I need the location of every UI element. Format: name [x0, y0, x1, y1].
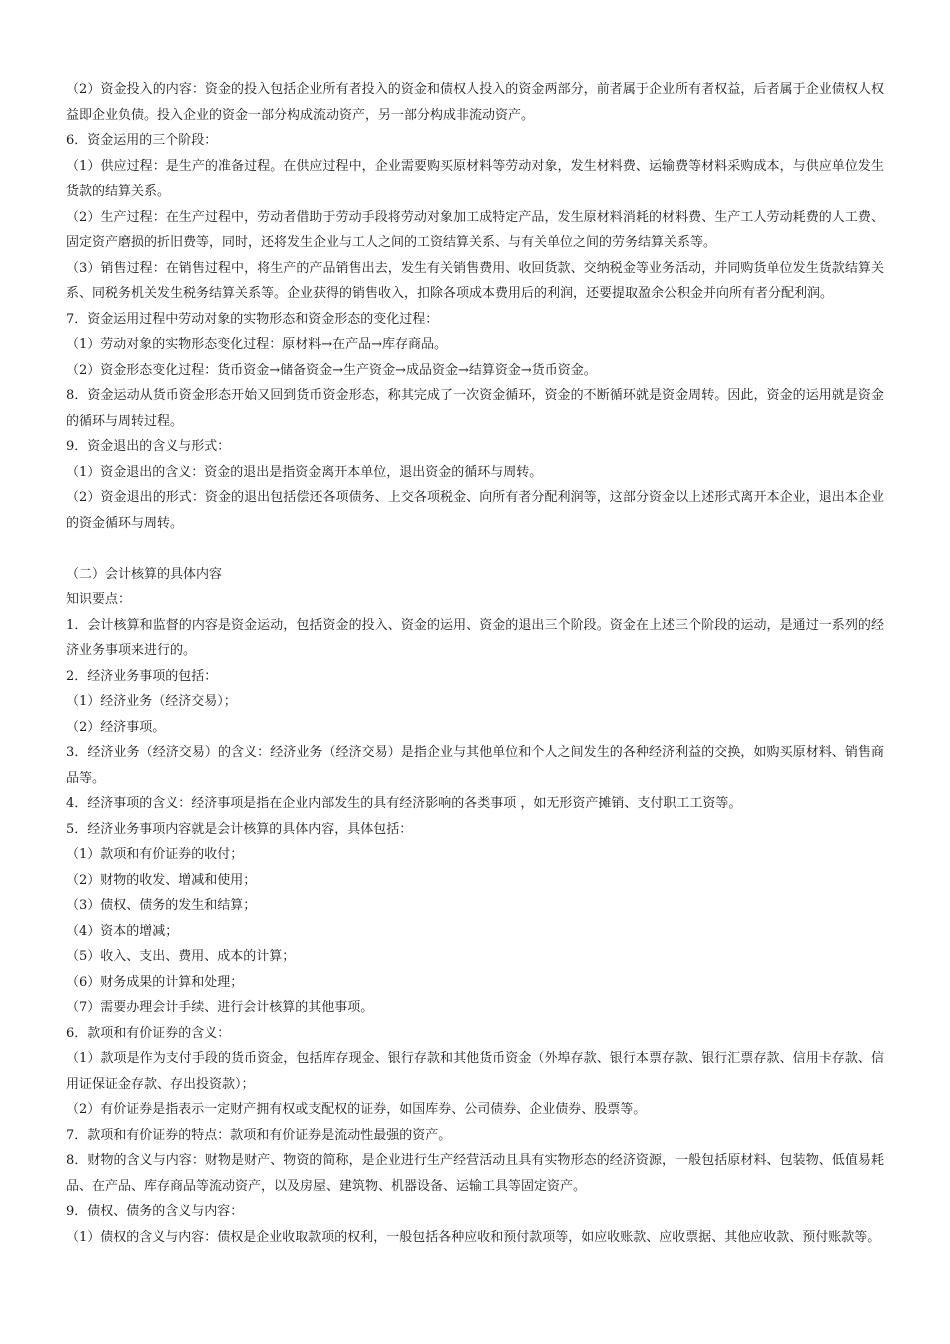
blank-line [66, 536, 884, 562]
paragraph: 1．会计核算和监督的内容是资金运动，包括资金的投入、资金的运用、资金的退出三个阶段。资金在上述三个阶段的运动，是通过一系列的经济业务事项来进行的。 [66, 617, 884, 658]
paragraph: （2）有价证券是指表示一定财产拥有权或支配权的证券，如国库券、公司债券、企业债券、股票等。 [66, 1102, 647, 1117]
paragraph: （1）债权的含义与内容：债权是企业收取款项的权利，一般包括各种应收和预付款项等，如应收账款、应收票据、其他应收款、预付账款等。 [66, 1229, 881, 1245]
paragraph: （2）资金退出的形式：资金的退出包括偿还各项债务、上交各项税金、向所有者分配利润等，这部分资金以上述形式离开本企业，退出本企业的资金循环与周转。 [66, 490, 884, 531]
paragraph: （3）销售过程：在销售过程中，将生产的产品销售出去，发生有关销售费用、收回货款、交纳税金等业务活动，并同购货单位发生货款结算关系、同税务机关发生税务结算关系等。企业获得的销售收入，扣除各项成本费用后的利润，还要提取盈余公积金并向所有者分配利润。 [66, 260, 884, 301]
paragraph: （6）财务成果的计算和处理； [66, 974, 244, 990]
section-accounting-content [66, 562, 884, 1251]
paragraph: （4）资本的增减； [66, 923, 179, 939]
paragraph: （5）收入、支出、费用、成本的计算； [66, 949, 296, 964]
paragraph: 9．债权、债务的含义与内容： [66, 1204, 244, 1219]
paragraph: 6．资金运用的三个阶段： [66, 133, 218, 148]
paragraph: （2）生产过程：在生产过程中，劳动者借助于劳动手段将劳动对象加工成特定产品，发生原材料消耗的材料费、生产工人劳动耗费的人工费、固定资产磨损的折旧费等，同时，还将发生企业与工人之间的工资结算关系、与有关单位之间的劳务结算关系等。 [66, 209, 884, 250]
paragraph: 7．款项和有价证券的特点：款项和有价证券是流动性最强的资产。 [66, 1127, 452, 1143]
paragraph: （1）款项是作为支付手段的货币资金，包括库存现金、银行存款和其他货币资金（外埠存款、银行本票存款、银行汇票存款、信用卡存款、信用证保证金存款、存出投资款）； [66, 1051, 884, 1092]
paragraph: （3）债权、债务的发生和结算； [66, 898, 257, 913]
paragraph: （1）款项和有价证券的收付； [66, 847, 244, 862]
paragraph: 8．财物的含义与内容：财物是财产、物资的简称，是企业进行生产经营活动且具有实物形态的经济资源，一般包括原材料、包装物、低值易耗品、在产品、库存商品等流动资产，以及房屋、建筑物、机器设备、运输工具等固定资产。 [66, 1153, 884, 1194]
section-heading: （二）会计核算的具体内容 [66, 566, 223, 582]
paragraph: （1）劳动对象的实物形态变化过程：原材料→在产品→库存商品。 [66, 337, 448, 352]
paragraph: 8．资金运动从货币资金形态开始又回到货币资金形态，称其完成了一次资金循环，资金的不断循环就是资金周转。因此，资金的运用就是资金的循环与周转过程。 [66, 388, 884, 429]
paragraph: 2．经济业务事项的包括： [66, 668, 218, 684]
section-fund-movement [66, 77, 884, 536]
paragraph: （2）资金投入的内容：资金的投入包括企业所有者投入的资金和债权人投入的资金两部分，前者属于企业所有者权益，后者属于企业债权人权益即企业负债。投入企业的资金一部分构成流动资产，另一部分构成非流动资产。 [66, 82, 884, 123]
paragraph: （7）需要办理会计手续、进行会计核算的其他事项。 [66, 1000, 374, 1015]
paragraph: （1）经济业务（经济交易）； [66, 694, 237, 709]
paragraph: （2）经济事项。 [66, 719, 166, 735]
paragraph: 7．资金运用过程中劳动对象的实物形态和资金形态的变化过程： [66, 311, 439, 327]
paragraph: 5．经济业务事项内容就是会计核算的具体内容，具体包括： [66, 821, 413, 837]
paragraph: 6．款项和有价证券的含义： [66, 1025, 231, 1041]
paragraph: （1）供应过程：是生产的准备过程。在供应过程中，企业需要购买原材料等劳动对象，发生材料费、运输费等材料采购成本，与供应单位发生货款的结算关系。 [66, 158, 884, 199]
paragraph: （2）财物的收发、增减和使用； [66, 872, 257, 888]
paragraph: （2）资金形态变化过程：货币资金→储备资金→生产资金→成品资金→结算资金→货币资金。 [66, 362, 597, 378]
paragraph: （1）资金退出的含义：资金的退出是指资金离开本单位，退出资金的循环与周转。 [66, 464, 543, 480]
subheading: 知识要点： [66, 592, 132, 607]
paragraph: 4．经济事项的含义：经济事项是指在企业内部发生的具有经济影响的各类事项 ，如无形资产摊销、支付职工工资等。 [66, 796, 742, 811]
paragraph: 9．资金退出的含义与形式： [66, 439, 231, 454]
paragraph: 3．经济业务（经济交易）的含义：经济业务（经济交易）是指企业与其他单位和个人之间发生的各种经济利益的交换，如购买原材料、销售商品等。 [66, 745, 884, 786]
